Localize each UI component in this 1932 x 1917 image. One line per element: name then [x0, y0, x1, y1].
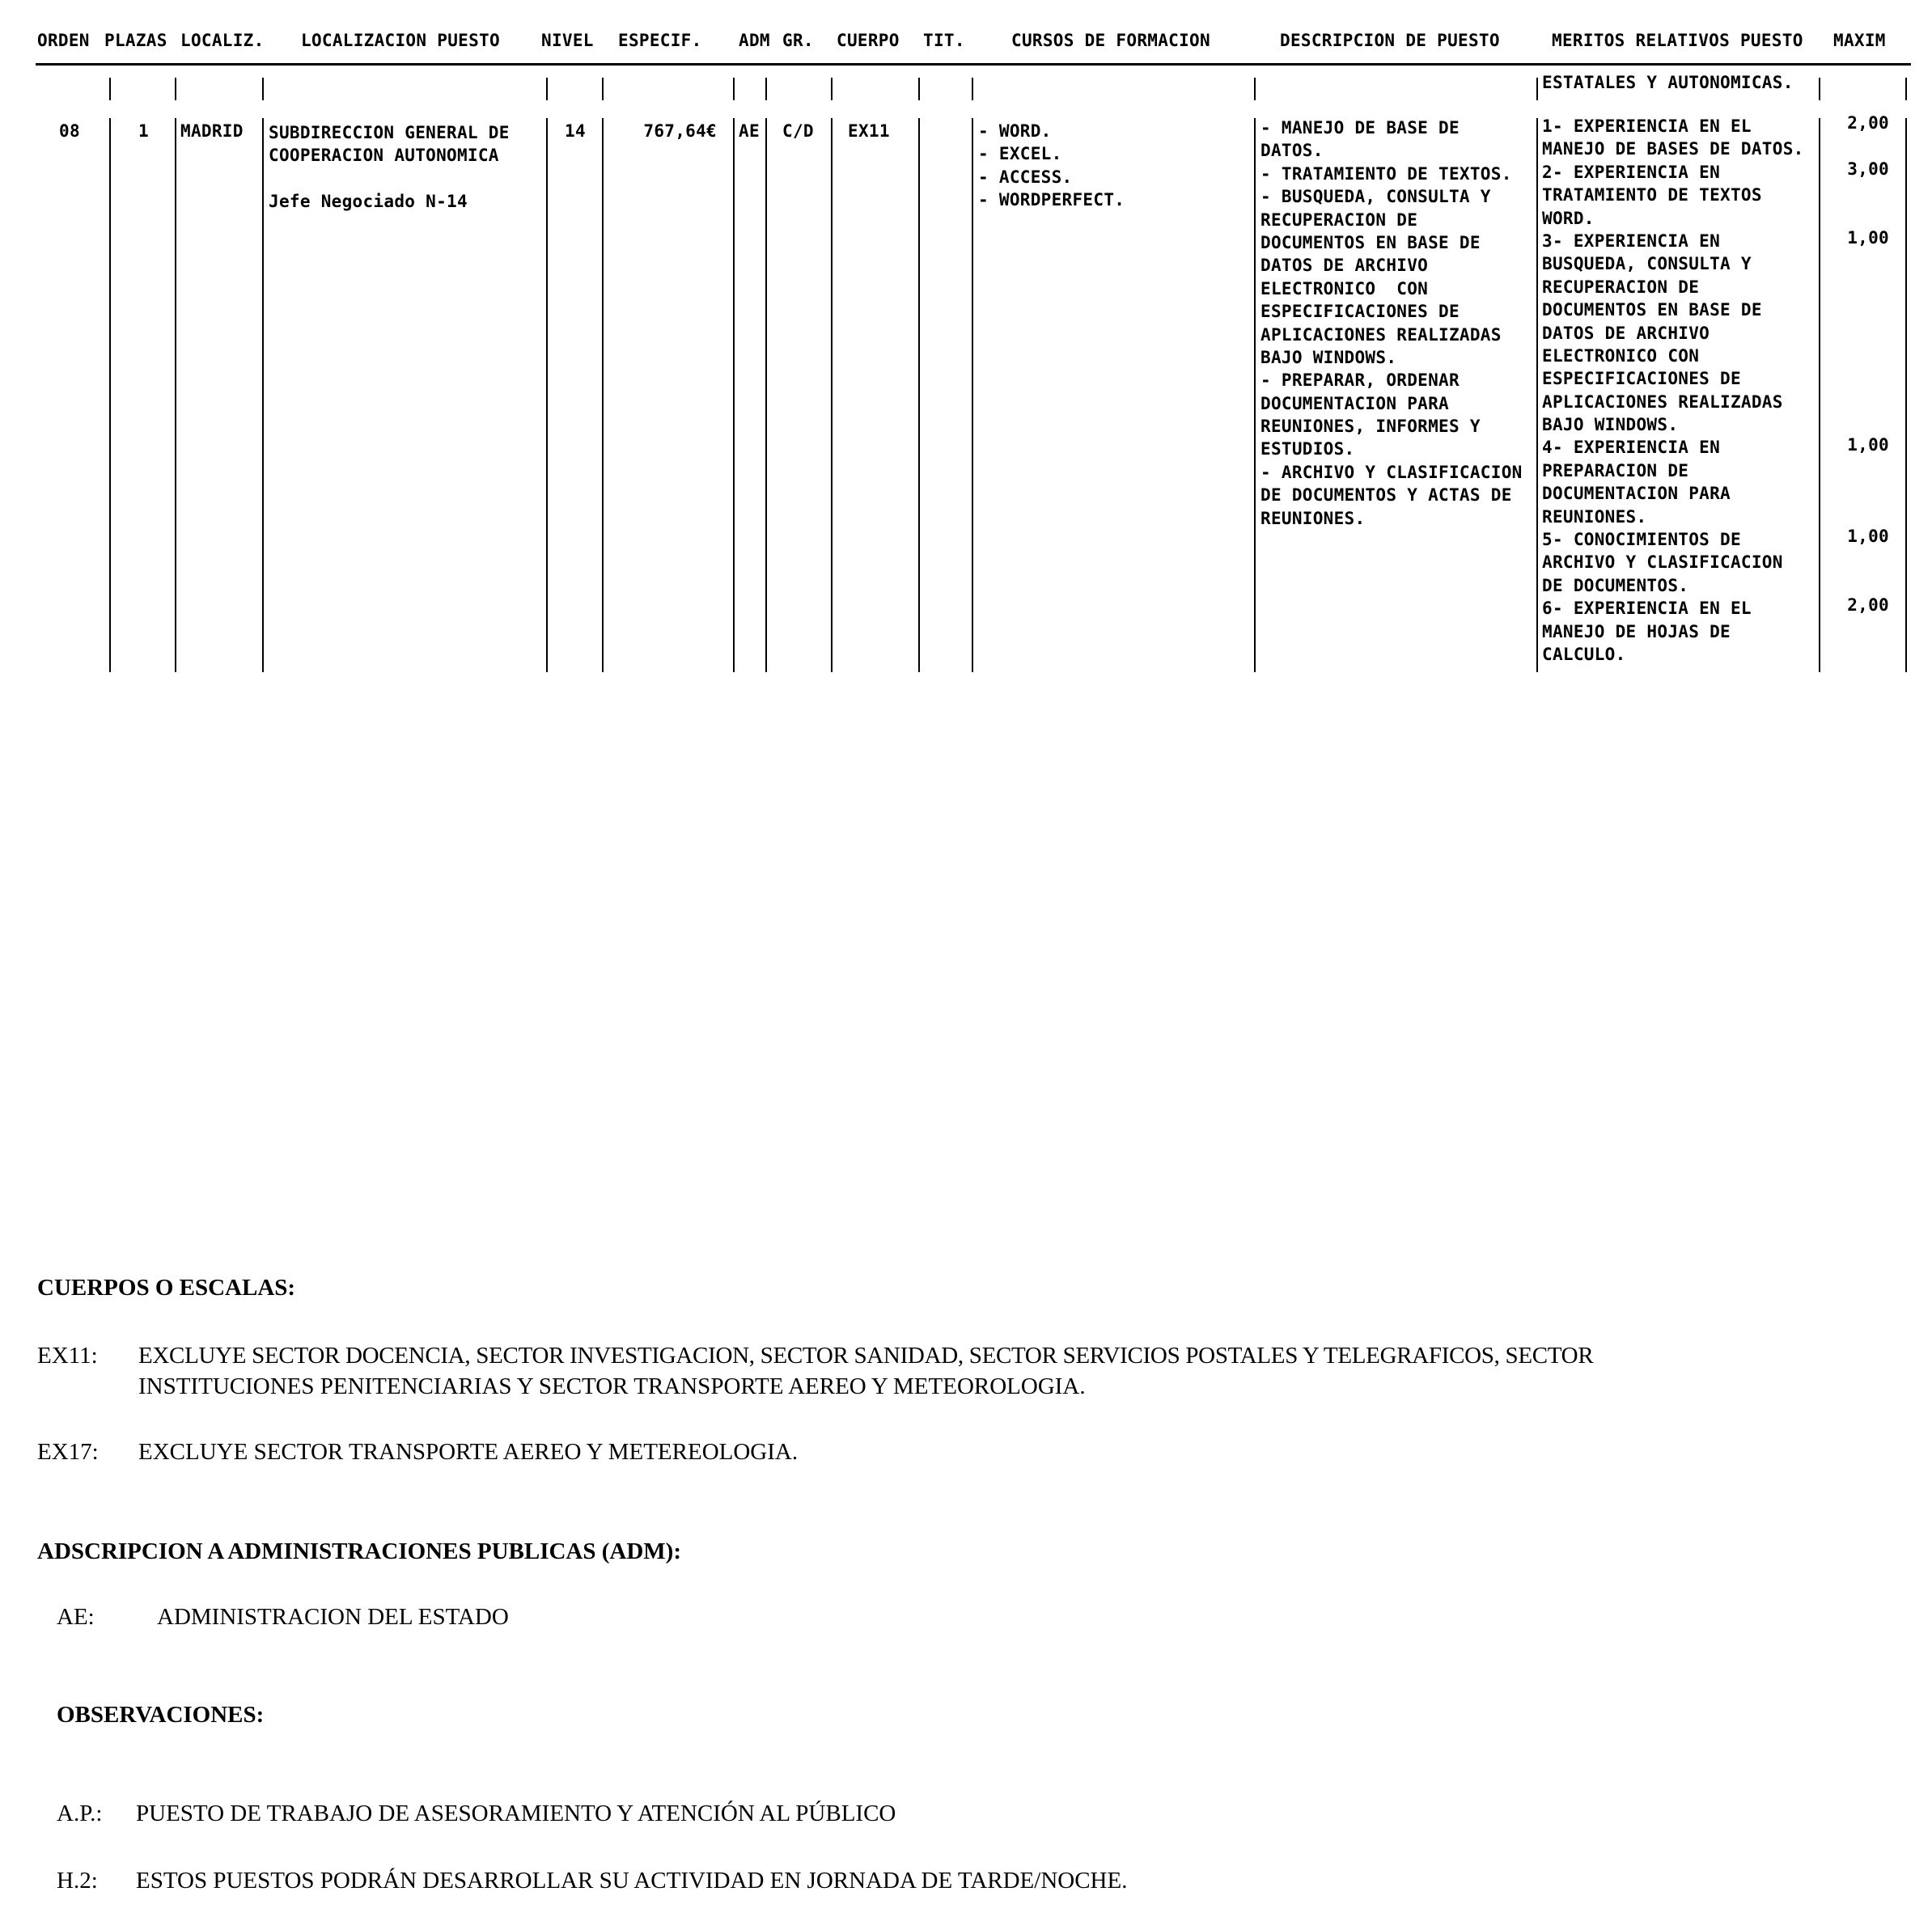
- cell-cursos: [978, 120, 1125, 212]
- puesto-line: COOPERACION AUTONOMICA: [269, 146, 499, 166]
- merito-line: ESPECIFICACIONES DE: [1542, 369, 1741, 389]
- descripcion-line: - PREPARAR, ORDENAR: [1260, 370, 1460, 391]
- merito-line: MANEJO DE BASES DE DATOS.: [1542, 139, 1804, 159]
- merito-max: 1,00: [1847, 434, 1889, 455]
- column-divider: [765, 78, 767, 100]
- column-divider: [546, 118, 548, 672]
- merito-max: 3,00: [1847, 159, 1889, 179]
- header-adm: ADM: [739, 31, 770, 50]
- ex17-text: EXCLUYE SECTOR TRANSPORTE AEREO Y METEREOLOGIA.: [138, 1439, 799, 1465]
- column-divider: [733, 118, 735, 672]
- header-cursos: CURSOS DE FORMACION: [1011, 31, 1210, 50]
- merito-line: PREPARACION DE: [1542, 460, 1689, 480]
- header-descripcion: DESCRIPCION DE PUESTO: [1280, 31, 1500, 50]
- merito-max: 2,00: [1847, 595, 1889, 616]
- h2-text: ESTOS PUESTOS PODRÁN DESARROLLAR SU ACTIVIDAD EN JORNADA DE TARDE/NOCHE.: [136, 1868, 1128, 1894]
- header-orden: ORDEN: [37, 31, 90, 50]
- column-divider: [1905, 118, 1907, 672]
- merito-max-row: [1830, 594, 1889, 662]
- descripcion-line: BAJO WINDOWS.: [1260, 347, 1397, 367]
- column-divider: [1905, 78, 1907, 100]
- merito-line: 3- EXPERIENCIA EN: [1542, 231, 1721, 251]
- observaciones-title: OBSERVACIONES:: [57, 1702, 265, 1728]
- descripcion-line: ELECTRONICO CON: [1260, 278, 1429, 298]
- header-plazas: PLAZAS: [104, 31, 167, 50]
- puesto-line: SUBDIRECCION GENERAL DE: [269, 123, 510, 142]
- curso-item: - WORD.: [978, 121, 1052, 141]
- header-maxim: MAXIM: [1833, 31, 1886, 50]
- merito-max-row: [1830, 158, 1889, 226]
- ae-code: AE:: [57, 1604, 95, 1630]
- header-meritos-sub: ESTATALES Y AUTONOMICAS.: [1542, 73, 1794, 92]
- column-divider: [175, 78, 176, 100]
- merito-line: CALCULO.: [1542, 644, 1626, 664]
- column-divider: [1254, 78, 1256, 100]
- merito-line: RECUPERACION DE: [1542, 277, 1700, 297]
- descripcion-line: DOCUMENTOS EN BASE DE: [1260, 232, 1481, 252]
- header-localizacion-puesto: LOCALIZACION PUESTO: [301, 31, 500, 50]
- merito-line: BUSQUEDA, CONSULTA Y: [1542, 254, 1752, 274]
- cell-cuerpo: EX11: [848, 121, 890, 141]
- descripcion-line: DATOS DE ARCHIVO: [1260, 256, 1429, 276]
- puesto-line: Jefe Negociado N-14: [269, 192, 468, 212]
- column-divider: [918, 78, 920, 100]
- merito-line: DE DOCUMENTOS.: [1542, 575, 1689, 595]
- h2-code: H.2:: [57, 1868, 98, 1894]
- ex17-code: EX17:: [37, 1439, 99, 1465]
- header-especif: ESPECIF.: [618, 31, 702, 50]
- merito-item: [1542, 230, 1783, 437]
- merito-line: 4- EXPERIENCIA EN: [1542, 438, 1721, 458]
- merito-max: 1,00: [1847, 227, 1889, 248]
- merito-line: 1- EXPERIENCIA EN EL: [1542, 116, 1752, 136]
- cell-nivel: 14: [565, 121, 586, 141]
- descripcion-line: REUNIONES, INFORMES Y: [1260, 417, 1481, 437]
- merito-item: [1542, 161, 1762, 230]
- descripcion-line: DOCUMENTACION PARA: [1260, 393, 1449, 413]
- cell-localizacion-puesto: [269, 121, 510, 214]
- column-divider: [972, 118, 973, 672]
- column-divider: [1536, 118, 1538, 672]
- merito-item: [1542, 528, 1783, 597]
- curso-item: - ACCESS.: [978, 167, 1073, 187]
- column-divider: [262, 118, 264, 672]
- cuerpos-title: CUERPOS O ESCALAS:: [37, 1275, 296, 1301]
- descripcion-line: APLICACIONES REALIZADAS: [1260, 324, 1502, 345]
- column-divider: [602, 78, 604, 100]
- column-divider: [972, 78, 973, 100]
- descripcion-line: ESTUDIOS.: [1260, 439, 1355, 459]
- merito-line: ARCHIVO Y CLASIFICACION: [1542, 552, 1783, 573]
- merito-line: 2- EXPERIENCIA EN: [1542, 162, 1721, 182]
- adm-title: ADSCRIPCION A ADMINISTRACIONES PUBLICAS (ADM):: [37, 1538, 681, 1564]
- descripcion-line: REUNIONES.: [1260, 508, 1366, 528]
- merito-max-row: [1830, 434, 1889, 526]
- merito-item: [1542, 597, 1752, 666]
- cell-especif: 767,64€: [643, 121, 717, 141]
- header-tit: TIT.: [923, 31, 965, 50]
- cell-plazas: 1: [138, 121, 149, 141]
- ap-code: A.P.:: [57, 1801, 103, 1826]
- descripcion-line: DE DOCUMENTOS Y ACTAS DE: [1260, 485, 1512, 506]
- descripcion-line: ESPECIFICACIONES DE: [1260, 302, 1460, 322]
- column-divider: [733, 78, 735, 100]
- merito-line: DOCUMENTOS EN BASE DE: [1542, 300, 1762, 320]
- column-divider: [109, 118, 111, 672]
- column-divider: [1819, 118, 1820, 672]
- header-meritos: MERITOS RELATIVOS PUESTO: [1552, 31, 1803, 50]
- column-divider: [1819, 78, 1820, 100]
- header-rule: [36, 63, 1911, 66]
- merito-line: ELECTRONICO CON: [1542, 345, 1700, 366]
- merito-item: [1542, 436, 1731, 528]
- ex11-code: EX11:: [37, 1343, 98, 1369]
- ex11-text-1: EXCLUYE SECTOR DOCENCIA, SECTOR INVESTIGACION, SECTOR SANIDAD, SECTOR SERVICIOS POSTALES Y TELEGRAFICOS, SECTOR: [138, 1343, 1594, 1369]
- merito-line: DATOS DE ARCHIVO: [1542, 323, 1710, 343]
- column-divider: [109, 78, 111, 100]
- cell-localiz: MADRID: [180, 121, 244, 141]
- ap-text: PUESTO DE TRABAJO DE ASESORAMIENTO Y ATENCIÓN AL PÚBLICO: [136, 1801, 896, 1826]
- ex11-text-2: INSTITUCIONES PENITENCIARIAS Y SECTOR TRANSPORTE AEREO Y METEOROLOGIA.: [138, 1373, 1086, 1399]
- cell-maxim: [1830, 112, 1889, 663]
- merito-line: REUNIONES.: [1542, 506, 1647, 527]
- merito-line: WORD.: [1542, 208, 1595, 228]
- descripcion-line: - BUSQUEDA, CONSULTA Y: [1260, 187, 1491, 207]
- merito-line: DOCUMENTACION PARA: [1542, 484, 1731, 504]
- column-divider: [765, 118, 767, 672]
- column-divider: [831, 78, 833, 100]
- cell-meritos: [1542, 115, 1804, 666]
- header-nivel: NIVEL: [541, 31, 594, 50]
- header-localiz: LOCALIZ.: [180, 31, 265, 50]
- merito-max-row: [1830, 226, 1889, 434]
- descripcion-line: RECUPERACION DE: [1260, 209, 1418, 230]
- header-gr: GR.: [782, 31, 814, 50]
- merito-max-row: [1830, 112, 1889, 158]
- merito-line: TRATAMIENTO DE TEXTOS: [1542, 185, 1762, 205]
- cell-descripcion: [1260, 116, 1523, 530]
- merito-max-row: [1830, 525, 1889, 594]
- merito-max: 2,00: [1847, 113, 1889, 133]
- descripcion-line: - MANEJO DE BASE DE: [1260, 118, 1460, 138]
- column-divider: [831, 118, 833, 672]
- column-divider: [1536, 78, 1538, 100]
- merito-line: APLICACIONES REALIZADAS: [1542, 391, 1783, 412]
- header-cuerpo: CUERPO: [837, 31, 900, 50]
- column-divider: [602, 118, 604, 672]
- column-divider: [262, 78, 264, 100]
- cell-gr: C/D: [782, 121, 814, 141]
- merito-line: MANEJO DE HOJAS DE: [1542, 621, 1731, 641]
- merito-max: 1,00: [1847, 527, 1889, 547]
- cell-orden: 08: [59, 121, 80, 141]
- merito-line: BAJO WINDOWS.: [1542, 415, 1679, 435]
- column-divider: [1254, 118, 1256, 672]
- merito-item: [1542, 115, 1804, 161]
- column-divider: [175, 118, 176, 672]
- descripcion-line: DATOS.: [1260, 141, 1324, 161]
- cell-adm: AE: [739, 121, 760, 141]
- column-divider: [546, 78, 548, 100]
- column-divider: [918, 118, 920, 672]
- curso-item: - WORDPERFECT.: [978, 190, 1125, 210]
- merito-line: 5- CONOCIMIENTOS DE: [1542, 530, 1741, 550]
- descripcion-line: - ARCHIVO Y CLASIFICACION: [1260, 462, 1523, 482]
- ae-text: ADMINISTRACION DEL ESTADO: [157, 1604, 509, 1630]
- curso-item: - EXCEL.: [978, 144, 1062, 164]
- merito-line: 6- EXPERIENCIA EN EL: [1542, 599, 1752, 619]
- descripcion-line: - TRATAMIENTO DE TEXTOS.: [1260, 163, 1512, 184]
